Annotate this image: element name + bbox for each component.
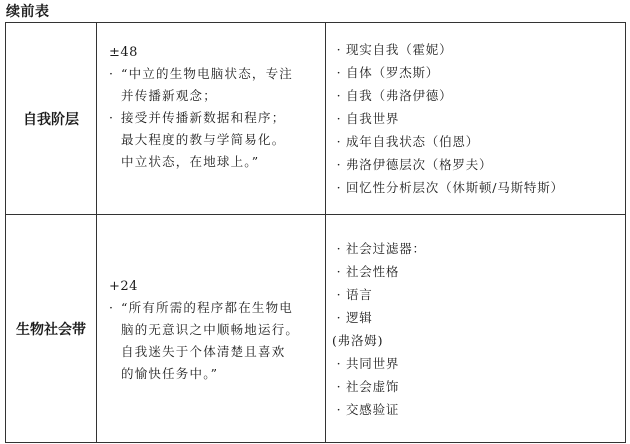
list-item: · 逻辑	[332, 306, 619, 329]
quote-line: “所有所需的程序都在生物电	[121, 299, 293, 315]
level-value: ±48	[109, 44, 138, 60]
quote-line: 脑的无意识之中顺畅地运行。	[121, 321, 300, 337]
list-item: · 交感验证	[332, 398, 619, 421]
list-item: · 自体（罗杰斯）	[332, 61, 619, 84]
row-label-text: 自我阶层	[23, 111, 79, 128]
bullet-icon: ·	[336, 240, 342, 256]
list-item: · 自我世界	[332, 107, 619, 130]
bullet-icon: ·	[336, 378, 342, 394]
related-concepts-cell	[326, 215, 626, 443]
table-caption: 续前表	[6, 4, 50, 20]
row-label	[6, 23, 97, 215]
bullet-icon: ·	[336, 286, 342, 302]
quote-line: 接受并传播新数据和程序；	[121, 109, 286, 125]
list-item: · 社会性格	[332, 260, 619, 283]
list-item: · 共同世界	[332, 352, 619, 375]
bullet-icon: ·	[336, 355, 342, 371]
quote-line: 最大程度的教与学简易化。	[121, 131, 286, 147]
bullet-icon: ·	[336, 65, 342, 80]
bullet-icon: ·	[336, 134, 342, 149]
list-item: · 语言	[332, 283, 619, 306]
continued-table	[5, 22, 626, 443]
quote-line: 并传播新观念；	[121, 87, 217, 103]
bullet-icon: ·	[336, 88, 342, 103]
bullet-icon: ·	[336, 111, 342, 126]
table-row	[6, 23, 626, 215]
list-item: · 自我（弗洛伊德）	[332, 84, 619, 107]
quote-line: 中立状态，在地球上。”	[121, 153, 260, 169]
list-item: · 成年自我状态（伯恩）	[332, 130, 619, 153]
bullet-icon: ·	[336, 401, 342, 417]
list-item: · 社会过滤器：	[332, 237, 619, 260]
concept-list	[332, 237, 619, 421]
concept-list	[332, 38, 619, 199]
row-label-text: 生物社会带	[16, 321, 86, 338]
quote-item	[109, 107, 319, 173]
row-label	[6, 215, 97, 443]
bullet-icon: ·	[109, 109, 115, 125]
quote-line: “中立的生物电脑状态，专注	[121, 65, 293, 81]
bullet-icon: ·	[336, 309, 342, 325]
related-concepts-cell	[326, 23, 626, 215]
list-item: · 弗洛伊德层次（格罗夫）	[332, 153, 619, 176]
quote-line: 的愉快任务中。”	[121, 365, 219, 381]
bullet-icon: ·	[336, 263, 342, 279]
bullet-icon: ·	[336, 180, 342, 195]
table-row	[6, 215, 626, 443]
bullet-icon: ·	[336, 157, 342, 172]
bullet-icon: ·	[109, 299, 115, 315]
description-cell	[97, 215, 326, 443]
list-item: · 现实自我（霍妮）	[332, 38, 619, 61]
quote-item	[109, 297, 319, 385]
quote-line: 自我迷失于个体清楚且喜欢	[121, 343, 286, 359]
level-value: +24	[109, 278, 138, 294]
description-cell	[97, 23, 326, 215]
bullet-icon: ·	[109, 65, 115, 81]
bullet-icon: ·	[336, 42, 342, 57]
quote-item	[109, 63, 319, 107]
list-item: · 回忆性分析层次（休斯顿/马斯特斯）	[332, 176, 619, 199]
list-item: (弗洛姆)	[332, 332, 384, 348]
list-item: · 社会虚饰	[332, 375, 619, 398]
